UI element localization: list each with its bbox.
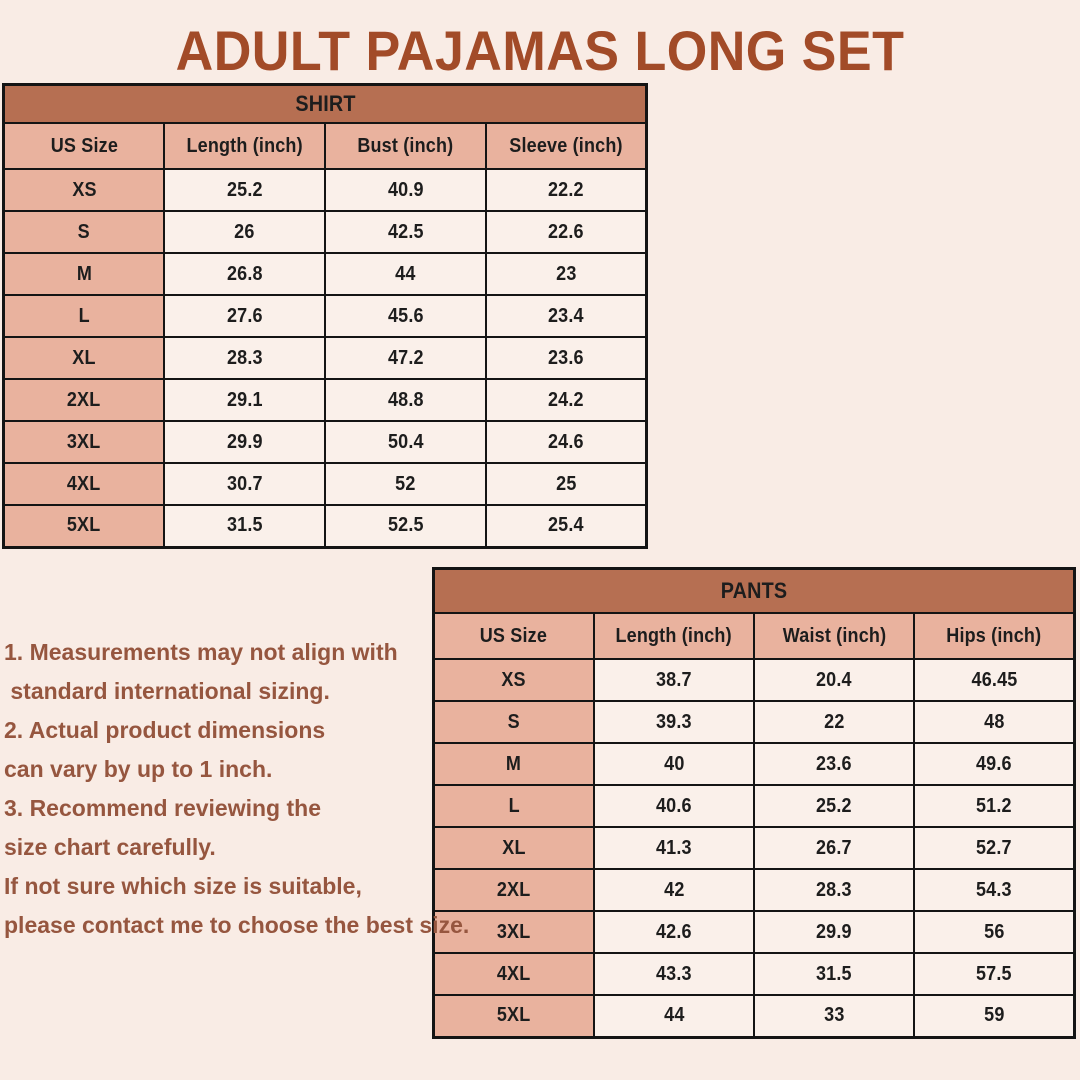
column-header-label: Waist (inch) bbox=[782, 624, 886, 647]
column-header-label: Hips (inch) bbox=[946, 624, 1042, 647]
column-header-label: Bust (inch) bbox=[357, 134, 454, 157]
note-line: If not sure which size is suitable, bbox=[4, 873, 362, 899]
cell-text: 51.2 bbox=[976, 794, 1012, 817]
cell-text: 22.2 bbox=[547, 178, 584, 201]
column-header-waist bbox=[754, 613, 914, 659]
cell-text: XS bbox=[501, 668, 527, 691]
pants-table-body bbox=[434, 659, 1075, 1037]
measurement-cell bbox=[486, 295, 647, 337]
table-row bbox=[4, 463, 647, 505]
cell-text: 29.1 bbox=[226, 388, 263, 411]
measurement-cell bbox=[754, 701, 914, 743]
table-title-row bbox=[434, 569, 1075, 614]
cell-text: 59 bbox=[983, 1004, 1005, 1027]
measurement-cell bbox=[594, 785, 754, 827]
measurement-cell bbox=[754, 995, 914, 1037]
cell-text: XS bbox=[71, 178, 97, 201]
cell-text: 40.6 bbox=[655, 794, 692, 817]
measurement-cell bbox=[754, 911, 914, 953]
measurement-cell bbox=[486, 421, 647, 463]
measurement-cell bbox=[594, 659, 754, 701]
size-label-cell bbox=[4, 295, 165, 337]
cell-text: 48.8 bbox=[387, 388, 424, 411]
measurement-cell bbox=[914, 953, 1074, 995]
table-row bbox=[4, 211, 647, 253]
cell-text: 42.5 bbox=[387, 220, 424, 243]
cell-text: 20.4 bbox=[816, 668, 852, 691]
column-header-hips bbox=[914, 613, 1074, 659]
cell-text: 48 bbox=[983, 710, 1005, 733]
measurement-cell bbox=[164, 295, 325, 337]
cell-text: 25.2 bbox=[816, 794, 852, 817]
measurement-cell bbox=[486, 505, 647, 547]
measurement-cell bbox=[164, 337, 325, 379]
measurement-cell bbox=[754, 827, 914, 869]
cell-text: 23.6 bbox=[816, 752, 852, 775]
measurement-cell bbox=[914, 827, 1074, 869]
page-title: ADULT PAJAMAS LONG SET bbox=[175, 19, 905, 82]
measurement-cell bbox=[754, 743, 914, 785]
cell-text: 4XL bbox=[67, 472, 101, 495]
measurement-cell bbox=[325, 379, 486, 421]
cell-text: 25 bbox=[555, 472, 577, 495]
cell-text: 33 bbox=[823, 1004, 845, 1027]
cell-text: 26.8 bbox=[226, 262, 263, 285]
measurement-cell bbox=[325, 505, 486, 547]
cell-text: 56 bbox=[983, 920, 1005, 943]
measurement-cell bbox=[754, 785, 914, 827]
measurement-cell bbox=[325, 463, 486, 505]
measurement-cell bbox=[486, 211, 647, 253]
pants-size-table bbox=[432, 567, 1076, 1039]
measurement-cell bbox=[164, 253, 325, 295]
cell-text: 47.2 bbox=[387, 346, 424, 369]
column-header-length bbox=[594, 613, 754, 659]
column-header-row bbox=[434, 613, 1075, 659]
table-row bbox=[434, 743, 1075, 785]
measurement-cell bbox=[914, 701, 1074, 743]
table-row bbox=[4, 505, 647, 547]
cell-text: 31.5 bbox=[226, 514, 263, 537]
cell-text: 25.2 bbox=[226, 178, 263, 201]
cell-text: S bbox=[78, 220, 91, 243]
cell-text: 26 bbox=[234, 220, 255, 243]
cell-text: 40.9 bbox=[387, 178, 424, 201]
size-label-cell bbox=[4, 421, 165, 463]
cell-text: 57.5 bbox=[976, 962, 1012, 985]
measurement-cell bbox=[164, 169, 325, 211]
cell-text: 2XL bbox=[67, 388, 101, 411]
measurement-cell bbox=[164, 463, 325, 505]
measurement-cell bbox=[486, 337, 647, 379]
size-label-cell bbox=[4, 253, 165, 295]
pants-table-title-cell bbox=[434, 569, 1075, 614]
cell-text: 27.6 bbox=[226, 304, 263, 327]
column-header-label: Length (inch) bbox=[615, 624, 733, 647]
cell-text: 25.4 bbox=[547, 514, 584, 537]
cell-text: 40 bbox=[663, 752, 685, 775]
cell-text: M bbox=[506, 752, 522, 775]
cell-text: 22.6 bbox=[547, 220, 584, 243]
cell-text: S bbox=[507, 710, 520, 733]
cell-text: 5XL bbox=[497, 1004, 531, 1027]
size-label-cell bbox=[4, 211, 165, 253]
cell-text: 44 bbox=[663, 1004, 685, 1027]
shirt-table-body bbox=[4, 169, 647, 547]
cell-text: 28.3 bbox=[816, 878, 852, 901]
pants-table-title: PANTS bbox=[720, 578, 788, 603]
measurement-cell bbox=[594, 701, 754, 743]
measurement-cell bbox=[325, 421, 486, 463]
cell-text: 24.6 bbox=[547, 430, 584, 453]
measurement-cell bbox=[914, 659, 1074, 701]
table-row bbox=[434, 827, 1075, 869]
size-label-cell bbox=[4, 379, 165, 421]
cell-text: 5XL bbox=[67, 514, 101, 537]
measurement-cell bbox=[164, 379, 325, 421]
cell-text: 52.7 bbox=[976, 836, 1012, 859]
table-row bbox=[434, 995, 1075, 1037]
measurement-cell bbox=[914, 995, 1074, 1037]
note-line: standard international sizing. bbox=[4, 678, 330, 704]
cell-text: 41.3 bbox=[655, 836, 692, 859]
cell-text: 28.3 bbox=[226, 346, 263, 369]
note-line: can vary by up to 1 inch. bbox=[4, 756, 273, 782]
cell-text: 39.3 bbox=[655, 710, 692, 733]
note-line: size chart carefully. bbox=[4, 834, 216, 860]
measurement-cell bbox=[594, 827, 754, 869]
cell-text: 29.9 bbox=[816, 920, 852, 943]
table-row bbox=[4, 421, 647, 463]
cell-text: 43.3 bbox=[655, 962, 692, 985]
table-row bbox=[4, 295, 647, 337]
measurement-cell bbox=[914, 743, 1074, 785]
cell-text: 3XL bbox=[67, 430, 101, 453]
column-header-label: Length (inch) bbox=[186, 134, 303, 157]
cell-text: 42 bbox=[663, 878, 685, 901]
cell-text: 52 bbox=[395, 472, 416, 495]
cell-text: L bbox=[78, 304, 90, 327]
measurement-cell bbox=[325, 211, 486, 253]
table-row bbox=[434, 785, 1075, 827]
measurement-cell bbox=[325, 253, 486, 295]
cell-text: 23.4 bbox=[547, 304, 584, 327]
measurement-cell bbox=[594, 869, 754, 911]
column-header-label: Sleeve (inch) bbox=[509, 134, 623, 157]
table-row bbox=[4, 379, 647, 421]
size-label-cell bbox=[434, 995, 594, 1037]
column-header-row bbox=[4, 123, 647, 169]
measurement-cell bbox=[754, 869, 914, 911]
table-row bbox=[4, 337, 647, 379]
size-label-cell bbox=[434, 953, 594, 995]
measurement-cell bbox=[486, 169, 647, 211]
shirt-size-table bbox=[2, 83, 648, 549]
cell-text: M bbox=[76, 262, 92, 285]
cell-text: L bbox=[508, 794, 520, 817]
table-title-row bbox=[4, 85, 647, 124]
measurement-cell bbox=[594, 743, 754, 785]
cell-text: 54.3 bbox=[976, 878, 1012, 901]
cell-text: 3XL bbox=[497, 920, 531, 943]
cell-text: 46.45 bbox=[971, 668, 1018, 691]
measurement-cell bbox=[914, 785, 1074, 827]
column-header-label: US Size bbox=[50, 134, 118, 157]
note-line: 2. Actual product dimensions bbox=[4, 717, 326, 743]
measurement-cell bbox=[914, 911, 1074, 953]
size-label-cell bbox=[4, 169, 165, 211]
column-header-label: US Size bbox=[480, 624, 548, 647]
cell-text: 45.6 bbox=[387, 304, 424, 327]
notes bbox=[4, 633, 469, 945]
measurement-cell bbox=[594, 953, 754, 995]
measurement-cell bbox=[325, 295, 486, 337]
note-line: please contact me to choose the best size. bbox=[4, 912, 470, 938]
cell-text: 23 bbox=[555, 262, 577, 285]
measurement-cell bbox=[164, 505, 325, 547]
cell-text: 4XL bbox=[497, 962, 531, 985]
cell-text: 49.6 bbox=[976, 752, 1012, 775]
size-label-cell bbox=[4, 337, 165, 379]
column-header-us-size bbox=[4, 123, 165, 169]
shirt-table-title: SHIRT bbox=[294, 91, 356, 116]
cell-text: 23.6 bbox=[547, 346, 584, 369]
cell-text: 2XL bbox=[497, 878, 531, 901]
measurement-cell bbox=[325, 337, 486, 379]
table-row bbox=[4, 253, 647, 295]
cell-text: XL bbox=[502, 836, 526, 859]
table-row bbox=[434, 659, 1075, 701]
cell-text: 22 bbox=[823, 710, 845, 733]
measurement-cell bbox=[486, 253, 647, 295]
measurement-cell bbox=[325, 169, 486, 211]
measurement-cell bbox=[486, 463, 647, 505]
cell-text: 50.4 bbox=[387, 430, 424, 453]
cell-text: 44 bbox=[395, 262, 416, 285]
cell-text: 26.7 bbox=[816, 836, 852, 859]
measurement-cell bbox=[164, 211, 325, 253]
table-row bbox=[4, 169, 647, 211]
measurement-cell bbox=[754, 659, 914, 701]
cell-text: 52.5 bbox=[387, 514, 424, 537]
size-label-cell bbox=[4, 505, 165, 547]
cell-text: XL bbox=[72, 346, 96, 369]
cell-text: 30.7 bbox=[226, 472, 263, 495]
cell-text: 38.7 bbox=[655, 668, 692, 691]
cell-text: 24.2 bbox=[547, 388, 584, 411]
column-header-length bbox=[164, 123, 325, 169]
measurement-cell bbox=[594, 911, 754, 953]
note-line: 3. Recommend reviewing the bbox=[4, 795, 321, 821]
column-header-bust bbox=[325, 123, 486, 169]
column-header-sleeve bbox=[486, 123, 647, 169]
cell-text: 31.5 bbox=[816, 962, 852, 985]
table-row bbox=[434, 953, 1075, 995]
measurement-cell bbox=[486, 379, 647, 421]
table-row bbox=[434, 911, 1075, 953]
measurement-cell bbox=[914, 869, 1074, 911]
shirt-table-title-cell bbox=[4, 85, 647, 124]
size-label-cell bbox=[4, 463, 165, 505]
measurement-cell bbox=[164, 421, 325, 463]
table-row bbox=[434, 869, 1075, 911]
measurement-cell bbox=[754, 953, 914, 995]
cell-text: 42.6 bbox=[655, 920, 692, 943]
table-row bbox=[434, 701, 1075, 743]
cell-text: 29.9 bbox=[226, 430, 263, 453]
note-line: 1. Measurements may not align with bbox=[4, 639, 398, 665]
measurement-cell bbox=[594, 995, 754, 1037]
